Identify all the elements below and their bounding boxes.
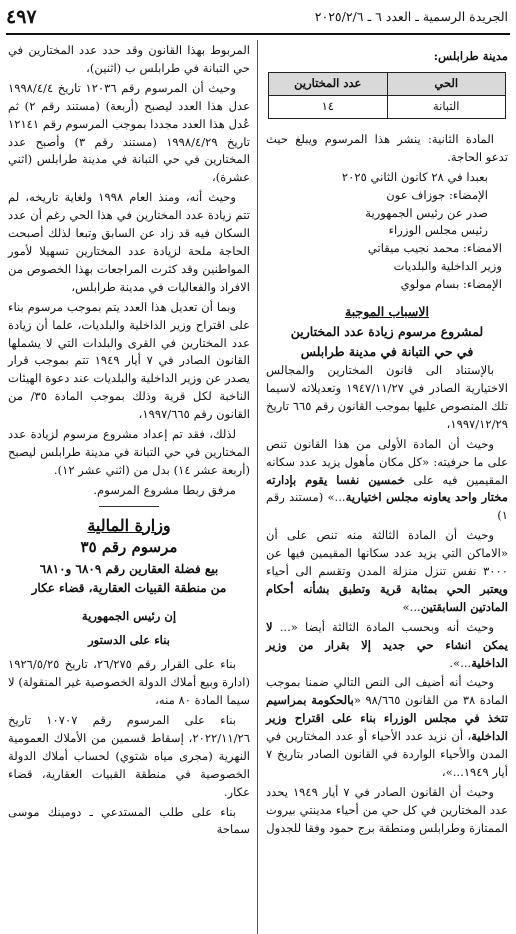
gazette-title: الجريدة الرسمية ـ العدد ٦ ـ ٢٠٢٥/٢/٦ — [314, 9, 508, 24]
reasons-subtitle-2: في حي التبانة في مدينة طرابلس — [300, 344, 474, 360]
cell-district: التبانة — [387, 95, 506, 118]
table-header-row — [269, 72, 506, 95]
left-paragraph-6: مرفق ربطا مشروع المرسوم. — [93, 482, 236, 497]
sig-pm-title: رئيس مجلس الوزراء — [388, 223, 488, 238]
text-span: وحيث أن المادة الأولى من هذا القانون تنص على ما حرفيته: «كل مكان مأهول يزيد عدد سكانه المقيمين فيه على — [266, 436, 509, 487]
left-paragraph-4: وبما أن تعديل هذا العدد يتم بموجب مرسوم بناء على اقتراح وزير الداخلية والبلديات، علما أن زيادة عدد المختارين في القرى والبلدات التي لا يشملها القانون الصادر في ٧ أيار ١٩٤٩ تتم بموجب قرار يصدر عن وزير الداخلية والبلديات عند دعوة الهيئات الناخبة لكل قرية وذلك بموجب المادة ٣٥/ من القانون رقم ١٩٩٧/٦٦٥، — [8, 299, 251, 422]
bold-span: ويعتبر الحي بمثابة قرية وتطبق بشأنه أحكام المادتين السابقتين — [266, 581, 508, 614]
reasons-paragraph-6: وحيث أن القانون الصادر في ٧ أيار ١٩٤٩ يحدد عدد المختارين في كل حي من أحياء مدينتي بيروت الممتازة وطرابلس ومنطقة برج حمود وفقا للجدول — [266, 784, 508, 835]
text-span: وحيث أنه أضيف الى النص التالي ضمنا بموجب المادة ٣٨ من القانون ٩٨/٦٦٥ « — [266, 675, 508, 708]
decree-subtitle — [8, 560, 250, 598]
bold-span: لا يمكن انشاء حي جديد إلا بقرار من وزير الداخلية — [266, 619, 508, 670]
column-divider — [257, 40, 258, 934]
reasons-paragraph-2 — [266, 436, 508, 526]
text-span: ...» (مستند رقم ١) — [266, 490, 508, 523]
sig-date: بعبدا في ٢٨ كانون الثاني ٢٠٢٥ — [341, 169, 488, 184]
page-number: ٤٩٧ — [6, 6, 37, 28]
cell-count: ١٤ — [269, 95, 388, 118]
table-row — [269, 95, 506, 118]
text-span: وحيث أن المادة الثالثة منه تنص على أن «الاماكن التي يزيد عدد سكانها المقيمين فيها عن ٣٠٠٠ نفس تنزل منزلة المدن وتقسم الى أحياء — [266, 528, 508, 579]
decree-subtitle-1: بيع فضلة العقارين رقم ٦٨٠٩ و٦٨١٠ — [39, 562, 219, 577]
text-span: وحيث أنه وبحسب المادة الثالثة أيضا «... — [272, 619, 494, 634]
sig-pm: الامضاء: محمد نجيب ميقاتي — [367, 241, 502, 256]
left-paragraph-2: وحيث أن المرسوم رقم ١٢٠٣٦ تاريخ ١٩٩٨/٤/٤ عدل هذا العدد ليصبح (أربعة) (مستند رقم ٢) ثم عُدل هذا العدد مجددا بموجب المرسوم رقم ١٢١٤١ تاريخ ١٩٩٨/٤/٢٩ (مستند رقم ٣) وأصبح عدد المختارين في حي التبانة في مدينة طرابلس (اثني عشرة)، — [8, 80, 250, 185]
reasons-subtitle-1: لمشروع مرسوم زيادة عدد المختارين — [290, 324, 484, 340]
reasons-paragraph-1: بالإستناد الى قانون المختارين والمجالس الاختيارية الصادر في ١٩٤٧/١١/٢٧ وتعديلاته لاسيما تلك المنصوص عليها بموجب القانون رقم ٦٦٥ تاريخ ١٩٩٧/١٢/٢٩، — [266, 363, 508, 431]
left-paragraph-3: وحيث أنه، ومنذ العام ١٩٩٨ ولغاية تاريخه، لم تتم زيادة عدد المختارين في هذا الحي رغم أن عدد السكان فيه قد زاد عن السابق وتبعا لذلك أصبحت الحاجة ملحة لزيادة عدد المختارين تسهيلا لأمور المواطنين وقد كثرت المراجعات بهذا الخصوص من الافراد والفعاليات في مدينة طرابلس، — [8, 190, 250, 294]
header-rule — [6, 33, 510, 35]
text-span: ...» — [402, 599, 421, 614]
left-paragraph-5: لذلك، فقد تم إعداد مشروع مرسوم لزيادة عدد المختارين في حي التبانة في مدينة طرابلس ليصبح (أربعة عشر ١٤) بدل من (اثني عشر ١٢). — [8, 427, 250, 477]
section-rule — [99, 506, 159, 507]
bold-span: بالحكومة بمراسيم تتخذ في مجلس الوزراء بناء على اقتراح وزير الداخلية — [266, 693, 508, 744]
left-paragraph-9: بناء على طلب المستدعي ـ دومينك موسى سماحة — [8, 804, 250, 837]
text-span: ، أن نزيد عدد الأحياء أو عدد المختارين في المدن والأحياء الواردة في القانون الصادر بتاريخ ٧ أيار ١٩٤٩...»، — [266, 729, 508, 779]
signature-block — [266, 169, 508, 294]
reasons-paragraph-3 — [266, 527, 508, 617]
article-two: المادة الثانية: ينشر هذا المرسوم ويبلغ حيث تدعو الحاجة. — [266, 131, 508, 164]
sig-president: الإمضاء: جوزاف عون — [386, 187, 488, 202]
city-title: مدينة طرابلس: — [433, 49, 508, 63]
right-column — [266, 42, 508, 840]
page-header — [0, 0, 516, 40]
reasons-paragraph-4 — [266, 619, 508, 673]
col-header-district: الحي — [387, 72, 506, 95]
ministry-title: وزارة المالية — [87, 515, 171, 535]
reasons-heading — [266, 302, 508, 362]
bold-span: خمسين نفسا يقوم بإدارته مختار واحد يعاونه مجلس اختيارية — [266, 472, 508, 505]
sig-issued-by: صدر عن رئيس الجمهورية — [365, 205, 488, 220]
decree-subtitle-2: من منطقة القبيات العقارية، قضاء عكار — [31, 581, 227, 596]
left-paragraph-7: بناء على القرار رقم ٢٦/٢٧٥، تاريخ ١٩٢٦/٥/٢٥ (ادارة وبيع أملاك الدولة الخصوصية غير المنقولة) لا سيما المادة ٨٠ منه، — [8, 657, 250, 708]
president-line: إن رئيس الجمهورية — [81, 609, 177, 624]
reasons-title: الاسباب الموجبة — [345, 304, 429, 320]
reasons-paragraph-5 — [266, 674, 508, 781]
left-column — [8, 42, 250, 841]
text-span: ...». — [449, 655, 472, 670]
left-paragraph-1: المربوط بهذا القانون وقد حدد عدد المختارين في حي التبانة في طرابلس ب (اثنين)، — [8, 43, 250, 75]
decree-title: مرسوم رقم ٣٥ — [80, 537, 178, 556]
sig-minister-title: وزير الداخلية والبلديات — [393, 259, 502, 274]
sig-minister: الإمضاء: بسام مولوي — [400, 277, 502, 292]
mukhtar-table — [268, 72, 506, 119]
col-header-count: عدد المختارين — [269, 72, 388, 95]
left-paragraph-8: بناء على المرسوم رقم ١٠٧٠٧ تاريخ ٢٠٢٢/١١/٢٦، إسقاط قسمين من الأملاك العمومية النهرية (مجرى مياه شتوي) لحساب أملاك الدولة الخصوصية في منطقة القبيات العقارية، قضاء عكار. — [8, 713, 250, 799]
constitution-line: بناء على الدستور — [88, 633, 170, 648]
